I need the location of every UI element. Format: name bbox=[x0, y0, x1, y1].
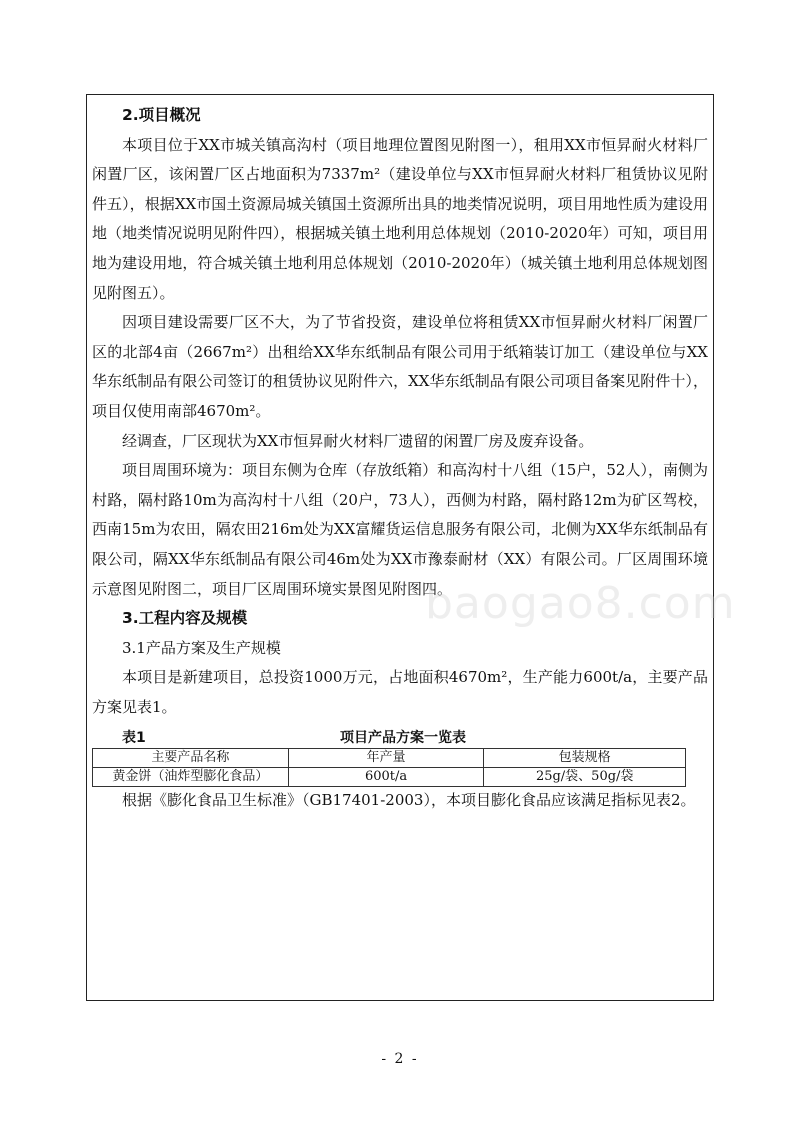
document-body bbox=[92, 101, 708, 813]
page-number: - 2 - bbox=[381, 1051, 419, 1067]
paragraph-survey: 经调查，厂区现状为XX市恒昇耐火材料厂遗留的闲置厂房及废弃设备。 bbox=[122, 431, 594, 450]
paragraph-standard: 根据《膨化食品卫生标准》（GB17401-2003），本项目膨化食品应该满足指标见表2。 bbox=[122, 791, 696, 810]
table-1-number: 表1 bbox=[122, 730, 146, 747]
paragraph-scale: 本项目是新建项目，总投资1000万元，占地面积4670m²，生产能力600t/a，主要产品方案见表1。 bbox=[92, 668, 708, 716]
paragraph-location: 本项目位于XX市城关镇高沟村（项目地理位置图见附图一），租用XX市恒昇耐火材料厂闲置厂区，该闲置厂区占地面积为7337m²（建设单位与XX市恒昇耐火材料厂租赁协议见附件五），根据XX市国土资源局城关镇国土资源所出具的地类情况说明，项目用地性质为建设用地（地类情况说明见附件四），根据城关镇土地利用总体规划（2010-2020年）可知，项目用地为建设用地，符合城关镇土地利用总体规划（2010-2020年）（城关镇土地利用总体规划图见附图五）。 bbox=[92, 135, 708, 302]
table-1-caption bbox=[92, 728, 708, 748]
table-header-cell: 包装规格 bbox=[484, 749, 686, 768]
section-3-heading: 3.工程内容及规模 bbox=[122, 609, 248, 628]
section-3-1-heading: 3.1产品方案及生产规模 bbox=[122, 638, 281, 657]
paragraph-lease: 因项目建设需要厂区不大，为了节省投资，建设单位将租赁XX市恒昇耐火材料厂闲置厂区的北部4亩（2667m²）出租给XX华东纸制品有限公司用于纸箱装订加工（建设单位与XX华东纸制品有限公司签订的租赁协议见附件六，XX华东纸制品有限公司项目备案见附件十），项目仅使用南部4670m²。 bbox=[92, 313, 708, 420]
table-header-cell: 主要产品名称 bbox=[93, 749, 289, 768]
table-header-row bbox=[93, 749, 686, 768]
paragraph-surroundings: 项目周围环境为：项目东侧为仓库（存放纸箱）和高沟村十八组（15户，52人），南侧为村路，隔村路10m为高沟村十八组（20户，73人），西侧为村路，隔村路12m为矿区驾校，西南15m为农田，隔农田216m处为XX富耀货运信息服务有限公司，北侧为XX华东纸制品有限公司，隔XX华东纸制品有限公司46m处为XX市豫泰耐材（XX）有限公司。厂区周围环境示意图见附图二，项目厂区周围环境实景图见附图四。 bbox=[92, 461, 708, 598]
section-2-heading: 2.项目概况 bbox=[122, 106, 201, 124]
product-table bbox=[92, 748, 686, 787]
table-1-title: 项目产品方案一览表 bbox=[340, 730, 466, 747]
watermark: baogao8.com bbox=[425, 578, 736, 629]
table-header-cell: 年产量 bbox=[288, 749, 484, 768]
table-cell: 25g/袋、50g/袋 bbox=[484, 768, 686, 787]
table-cell: 600t/a bbox=[288, 768, 484, 787]
table-row bbox=[93, 768, 686, 787]
table-cell: 黄金饼（油炸型膨化食品） bbox=[93, 768, 289, 787]
